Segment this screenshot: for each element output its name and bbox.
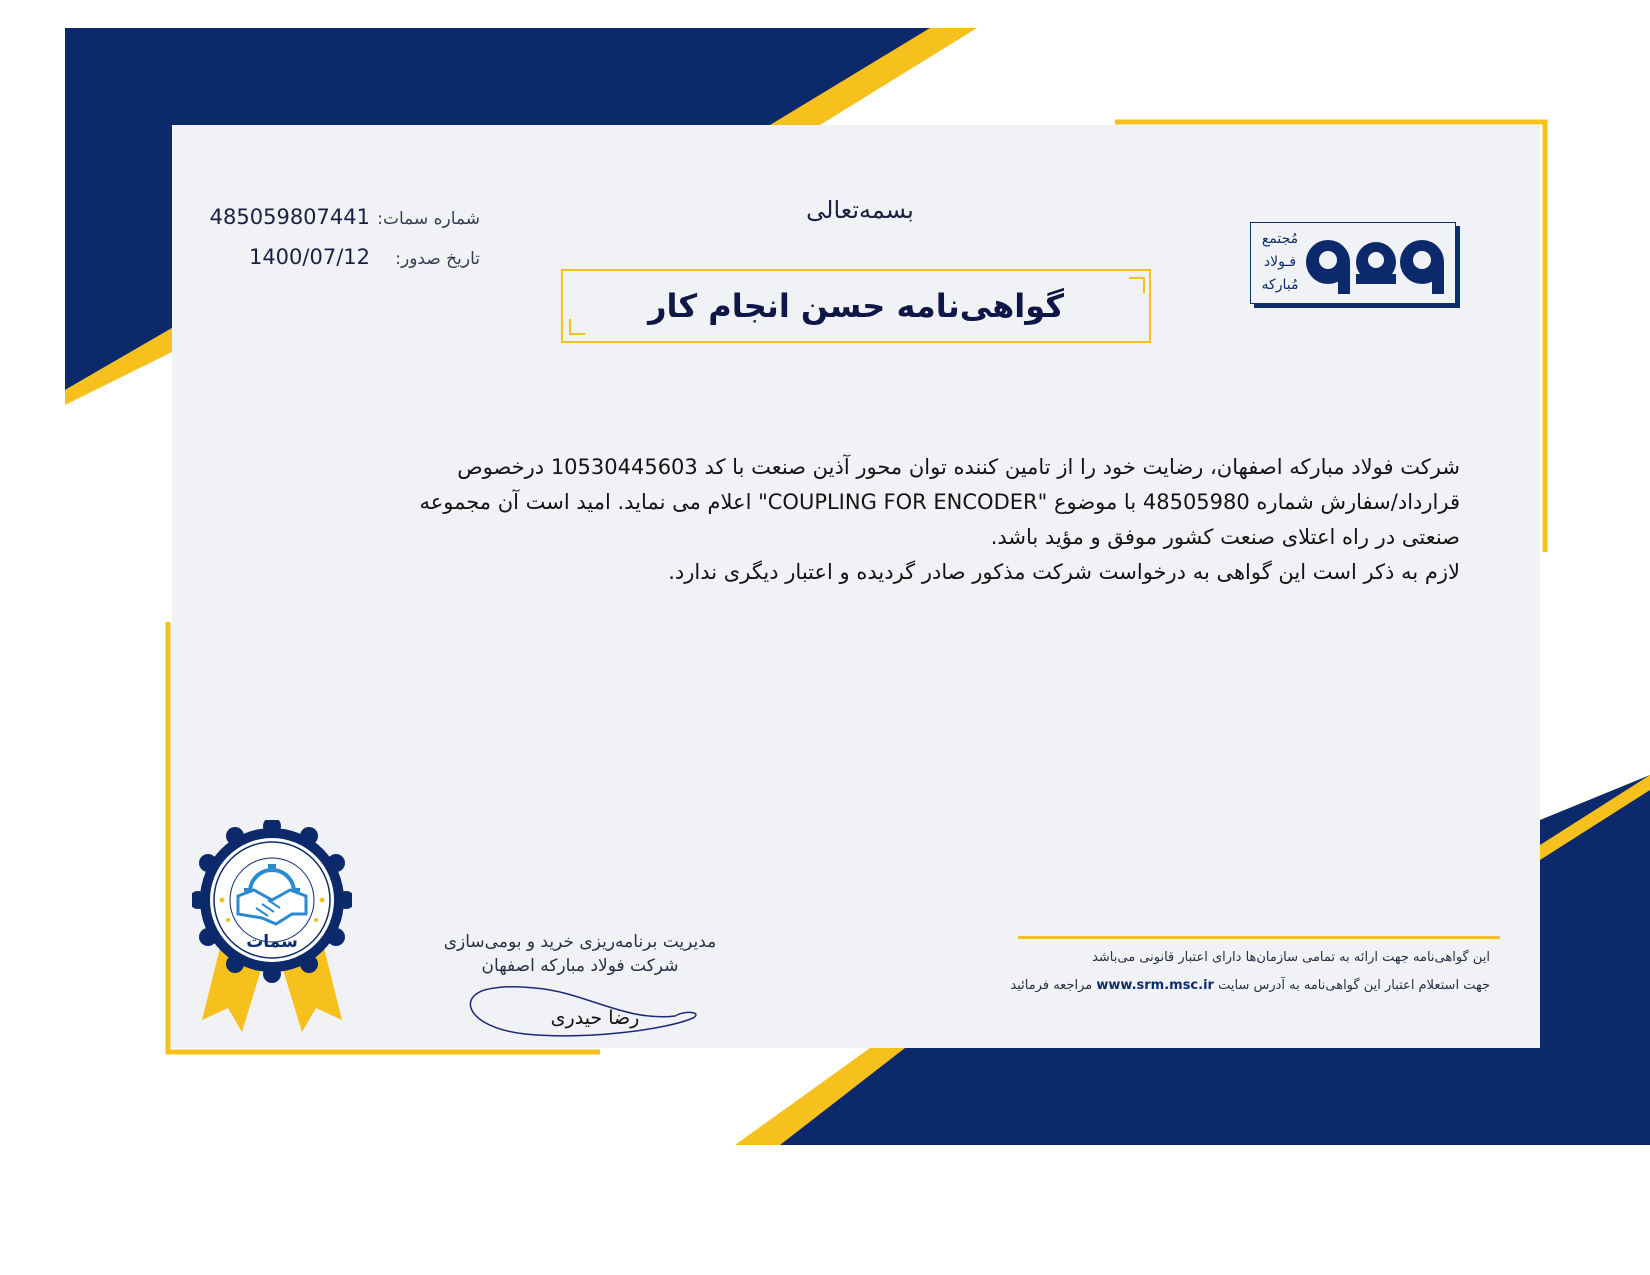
- body-line: لازم به ذکر است این گواهی به درخواست شرکت مذکور صادر گردیده و اعتبار دیگری ندارد.: [668, 560, 1460, 584]
- footer-divider: [1018, 936, 1500, 939]
- basmala: بسمه‌تعالی: [806, 196, 914, 224]
- logo-word: مُجتمع: [1261, 231, 1299, 247]
- seal-label: سمات: [246, 932, 298, 952]
- certificate-number-row: [200, 205, 480, 235]
- certificate-title: گواهی‌نامه حسن انجام کار: [648, 287, 1064, 325]
- signatory-block: [420, 930, 740, 978]
- certificate-number: 485059807441: [209, 205, 370, 229]
- logo-word: فـولاد: [1263, 254, 1297, 270]
- certificate-body: [350, 450, 1460, 590]
- title-frame: [561, 269, 1151, 343]
- verification-site-link[interactable]: www.srm.msc.ir: [1096, 978, 1214, 993]
- certificate-number-label: شماره سمات:: [377, 209, 480, 229]
- body-line: قرارداد/سفارش شماره 48505980 با موضوع "COUPLING FOR ENCODER" اعلام می نماید. امید است آن مجموعه: [419, 490, 1460, 514]
- signatory-name: رضا حیدری: [550, 1007, 640, 1029]
- handshake-gear-seal-icon: [192, 820, 352, 1035]
- footer-verify-prefix: جهت استعلام اعتبار این گواهی‌نامه به آدرس سایت: [1218, 978, 1490, 993]
- issue-date-label: تاریخ صدور:: [395, 249, 480, 269]
- body-line: صنعتی در راه اعتلای صنعت کشور موفق و مؤید باشد.: [990, 525, 1460, 549]
- body-line: شرکت فولاد مبارکه اصفهان، رضایت خود را از تامین کننده توان محور آذین صنعت با کد 10530445603 درخصوص: [457, 455, 1460, 479]
- mobarakeh-steel-logo-icon: [1304, 232, 1449, 296]
- logo-word: مُبارکه: [1261, 277, 1299, 293]
- signatory-company: شرکت فولاد مبارکه اصفهان: [481, 956, 679, 976]
- logo-words: [1256, 228, 1304, 297]
- footer-note: این گواهی‌نامه جهت ارائه به تمامی سازمان‌ها دارای اعتبار قانونی می‌باشد: [1092, 950, 1490, 965]
- issue-date: 1400/07/12: [248, 245, 370, 269]
- issue-date-row: [200, 245, 480, 275]
- company-logo: [1250, 222, 1460, 308]
- signatory-department: مدیریت برنامه‌ریزی خرید و بومی‌سازی: [443, 932, 717, 952]
- footer-verify-suffix: مراجعه فرمائید: [1010, 978, 1093, 993]
- footer-verify-note: [980, 978, 1490, 993]
